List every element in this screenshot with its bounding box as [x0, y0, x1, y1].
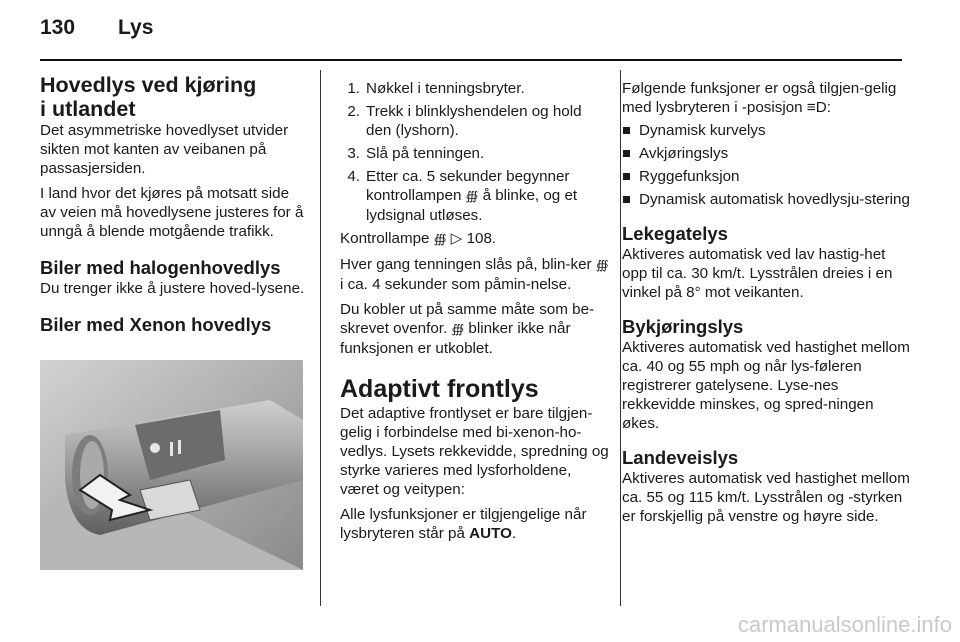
heading-line-1: Hovedlys ved kjøring [40, 73, 257, 97]
high-beam-indicator-icon: ∰ [451, 322, 465, 336]
headlight-lever-photo [40, 360, 303, 570]
page-number: 130 [40, 16, 76, 39]
header-rule [40, 59, 902, 61]
section-heading-abroad [40, 73, 308, 121]
page-reference-arrow-icon: ▷ [450, 230, 463, 247]
paragraph-functions-intro: Følgende funksjoner er også tilgjen-gelig med lysbryteren i -posisjon ≡D: [622, 80, 897, 116]
heading-bykjoring: Bykjøringslys [622, 316, 744, 337]
column-3 [622, 79, 912, 532]
paragraph-bykjoring: Aktiveres automatisk ved hastighet mellom ca. 40 og 55 mph og når lys-føleren registrerer gatelysene. Lyse-nes rekkevidde minskes, og spred-ningen økes. [622, 339, 910, 432]
watermark: carmanualsonline.info [737, 612, 952, 637]
paragraph-asymmetric: Det asymmetriske hovedlyset utvider sikten mot kanten av veibanen på passasjersiden. [40, 122, 289, 177]
auto-light-icon: ≡D [806, 99, 827, 116]
list-item: Dynamisk kurvelys [622, 121, 912, 140]
list-item: 3. Slå på tenningen. [347, 145, 485, 162]
steps-list [340, 79, 610, 225]
page-title: Lys [118, 16, 154, 39]
high-beam-indicator-icon: ∰ [433, 232, 447, 246]
high-beam-indicator-icon: ∰ [465, 189, 479, 203]
list-item: 1. Nøkkel i tenningsbryter. [347, 80, 525, 97]
list-item: Avkjøringslys [622, 144, 912, 163]
paragraph-lekegate: Aktiveres automatisk ved lav hastig-het opp til ca. 30 km/t. Lysstrålen dreies i en vinkel på 8° mot veikanten. [622, 246, 893, 301]
list-item: Ryggefunksjon [622, 167, 912, 186]
list-item: Dynamisk automatisk hovedlysju-stering [622, 190, 912, 209]
paragraph-disable: Du kobler ut på samme måte som be-skrevet ovenfor. ∰ blinker ikke når funksjonen er utkoblet. [340, 301, 595, 357]
column-divider-2 [620, 70, 621, 606]
paragraph-halogen: Du trenger ikke å justere hoved-lysene. [40, 280, 305, 297]
high-beam-indicator-icon: ∰ [595, 258, 609, 272]
column-1 [40, 73, 308, 336]
heading-lekegate: Lekegatelys [622, 223, 728, 244]
paragraph-adaptive: Det adaptive frontlyset er bare tilgjen-gelig i forbindelse med bi-xenon-ho-vedlys. Lysets rekkevidde, spredning og styrke varieres med lysforholdene, været og veitypen: [340, 405, 609, 498]
auto-label: AUTO [469, 525, 512, 542]
column-divider-1 [320, 70, 321, 606]
heading-xenon: Biler med Xenon hovedlys [40, 314, 272, 335]
paragraph-adjust: I land hvor det kjøres på motsatt side av veien må hovedlysene justeres for å unngå å blende motgående trafikk. [40, 185, 304, 240]
heading-landevei: Landeveislys [622, 447, 739, 468]
paragraph-auto: Alle lysfunksjoner er tilgjengelige når lysbryteren står på AUTO. [340, 506, 587, 542]
heading-halogen: Biler med halogenhovedlys [40, 257, 281, 278]
heading-adaptive: Adaptivt frontlys [340, 375, 539, 403]
functions-list [622, 121, 912, 209]
heading-line-2: i utlandet [40, 97, 136, 121]
column-2 [340, 79, 610, 549]
list-item: 4. Etter ca. 5 sekunder begynner kontrollampen ∰ å blinke, og et lydsignal utløses. [347, 168, 578, 224]
paragraph-kontrollampe: Kontrollampe ∰ ▷ 108. [340, 230, 497, 247]
paragraph-landevei: Aktiveres automatisk ved hastighet mellom ca. 55 og 115 km/t. Lysstrålen og -styrken er forskjellig på venstre og høyre side. [622, 470, 910, 525]
paragraph-reminder: Hver gang tenningen slås på, blin-ker ∰ i ca. 4 sekunder som påmin-nelse. [340, 256, 609, 293]
list-item: 2. Trekk i blinklyshendelen og hold den (lyshorn). [347, 103, 582, 139]
